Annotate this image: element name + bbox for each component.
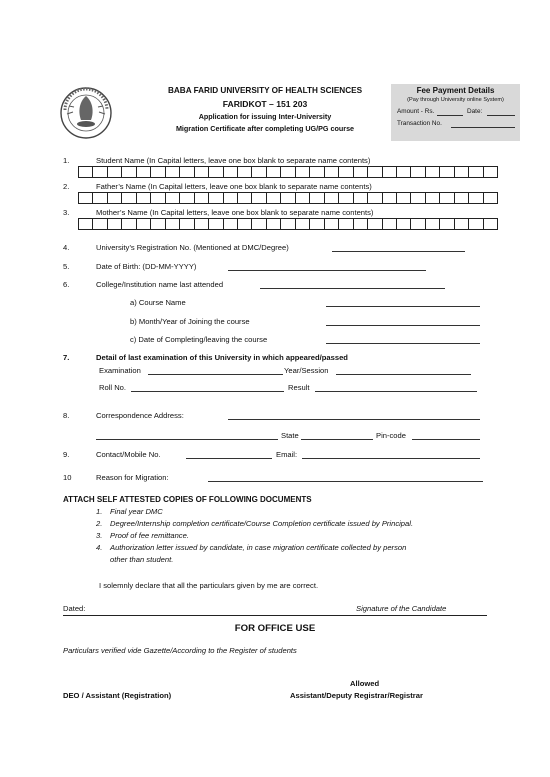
field-9-label: Contact/Mobile No.	[96, 450, 161, 459]
office-use-heading: FOR OFFICE USE	[234, 623, 316, 634]
character-box[interactable]	[338, 166, 352, 178]
character-box[interactable]	[266, 218, 280, 230]
character-box[interactable]	[309, 192, 323, 204]
character-box[interactable]	[396, 192, 410, 204]
field-4-number: 4.	[63, 243, 70, 252]
field-6a-label: a) Course Name	[130, 298, 186, 307]
character-box[interactable]	[266, 192, 280, 204]
field-2-number: 2.	[63, 182, 70, 191]
character-box[interactable]	[92, 192, 106, 204]
field-5-number: 5.	[63, 262, 70, 271]
character-box[interactable]	[107, 192, 121, 204]
field-6-label: College/Institution name last attended	[96, 280, 224, 289]
document-item-number: 4.	[96, 543, 103, 552]
character-box[interactable]	[468, 166, 482, 178]
field-8-label: Correspondence Address:	[96, 411, 184, 420]
form-subtitle-line2: Migration Certificate after completing UG/PG course	[175, 124, 355, 133]
character-box[interactable]	[439, 192, 453, 204]
character-box[interactable]	[367, 166, 381, 178]
contact-mobile-line[interactable]	[186, 458, 272, 459]
character-box[interactable]	[223, 166, 237, 178]
university-name: BABA FARID UNIVERSITY OF HEALTH SCIENCES	[167, 86, 363, 95]
email-label: Email:	[276, 450, 298, 459]
character-box[interactable]	[266, 166, 280, 178]
character-box[interactable]	[179, 192, 193, 204]
character-box[interactable]	[179, 218, 193, 230]
character-box[interactable]	[194, 218, 208, 230]
character-box[interactable]	[150, 192, 164, 204]
character-box[interactable]	[295, 192, 309, 204]
character-box[interactable]	[324, 192, 338, 204]
field-9-number: 9.	[63, 450, 70, 459]
examination-line[interactable]	[148, 374, 283, 375]
field-4-label: University’s Registration No. (Mentioned at DMC/Degree)	[96, 243, 289, 252]
pincode-line[interactable]	[412, 439, 480, 440]
roll-number-label: Roll No.	[99, 383, 127, 392]
document-item-text: Proof of fee remittance.	[110, 531, 189, 540]
character-box[interactable]	[425, 166, 439, 178]
document-item-text-continued: other than student.	[110, 555, 174, 564]
pincode-label: Pin-code	[376, 431, 406, 440]
character-box[interactable]	[78, 192, 92, 204]
character-box[interactable]	[179, 166, 193, 178]
character-box[interactable]	[165, 192, 179, 204]
address-line-2[interactable]	[96, 439, 278, 440]
character-box[interactable]	[78, 218, 92, 230]
character-box[interactable]	[324, 166, 338, 178]
fee-amount-line[interactable]	[437, 115, 463, 116]
university-city: FARIDKOT – 151 203	[222, 99, 308, 109]
character-box[interactable]	[280, 218, 294, 230]
character-box[interactable]	[454, 192, 468, 204]
field-8-number: 8.	[63, 411, 70, 420]
character-box[interactable]	[121, 166, 135, 178]
joining-month-year-line[interactable]	[326, 325, 480, 326]
character-box[interactable]	[165, 218, 179, 230]
character-box[interactable]	[410, 192, 424, 204]
year-session-label: Year/Session	[284, 366, 329, 375]
character-box[interactable]	[223, 192, 237, 204]
character-box[interactable]	[410, 166, 424, 178]
character-box[interactable]	[309, 166, 323, 178]
character-box[interactable]	[410, 218, 424, 230]
character-box[interactable]	[107, 166, 121, 178]
character-box[interactable]	[338, 218, 352, 230]
form-subtitle-line1: Application for issuing Inter-University	[198, 112, 332, 121]
character-box[interactable]	[295, 218, 309, 230]
character-box[interactable]	[136, 192, 150, 204]
character-box[interactable]	[425, 218, 439, 230]
fee-transaction-line[interactable]	[451, 127, 515, 128]
field-10-number: 10	[63, 473, 72, 482]
fee-payment-box	[391, 84, 520, 141]
verification-note: Particulars verified vide Gazette/According to the Register of students	[63, 646, 297, 655]
character-box[interactable]	[208, 218, 222, 230]
document-item-number: 3.	[96, 531, 103, 540]
field-6-number: 6.	[63, 280, 70, 289]
character-box[interactable]	[194, 166, 208, 178]
signature-label: Signature of the Candidate	[356, 604, 447, 613]
state-line[interactable]	[301, 439, 373, 440]
document-item-text: Degree/Internship completion certificate/Course Completion certificate issued by Principal.	[110, 519, 414, 528]
year-session-line[interactable]	[336, 374, 471, 375]
character-box[interactable]	[309, 218, 323, 230]
character-box[interactable]	[353, 218, 367, 230]
signature-divider	[63, 615, 487, 616]
character-box[interactable]	[251, 192, 265, 204]
character-box[interactable]	[367, 192, 381, 204]
registration-number-line[interactable]	[332, 251, 465, 252]
migration-reason-line[interactable]	[208, 481, 483, 482]
character-box[interactable]	[324, 218, 338, 230]
email-line[interactable]	[302, 458, 480, 459]
fee-transaction-label: Transaction No.	[397, 120, 442, 127]
fee-date-label: Date:	[467, 108, 483, 115]
examination-label: Examination	[99, 366, 141, 375]
document-item-number: 1.	[96, 507, 103, 516]
result-label: Result	[288, 383, 310, 392]
field-2-label: Father’s Name (In Capital letters, leave one box blank to separate name contents)	[96, 182, 372, 191]
character-box[interactable]	[150, 166, 164, 178]
field-1-label: Student Name (In Capital letters, leave one box blank to separate name contents)	[96, 156, 371, 165]
mother-name-boxes[interactable]	[78, 218, 498, 230]
character-box[interactable]	[468, 192, 482, 204]
document-item-text: Authorization letter issued by candidate, in case migration certificate collected by person	[110, 543, 407, 552]
roll-number-line[interactable]	[131, 391, 284, 392]
address-line-1[interactable]	[228, 419, 480, 420]
fee-date-line[interactable]	[487, 115, 515, 116]
field-3-number: 3.	[63, 208, 70, 217]
course-name-line[interactable]	[326, 306, 480, 307]
character-box[interactable]	[237, 218, 251, 230]
character-box[interactable]	[136, 218, 150, 230]
document-item-number: 2.	[96, 519, 103, 528]
declaration-text: I solemnly declare that all the particulars given by me are correct.	[99, 581, 319, 590]
document-item-text: Final year DMC	[110, 507, 163, 516]
character-box[interactable]	[223, 218, 237, 230]
documents-heading: ATTACH SELF ATTESTED COPIES OF FOLLOWING DOCUMENTS	[63, 495, 312, 504]
character-box[interactable]	[338, 192, 352, 204]
completion-date-line[interactable]	[326, 343, 480, 344]
field-3-label: Mother’s Name (In Capital letters, leave one box blank to separate name contents)	[96, 208, 374, 217]
character-box[interactable]	[92, 218, 106, 230]
father-name-boxes[interactable]	[78, 192, 498, 204]
character-box[interactable]	[367, 218, 381, 230]
character-box[interactable]	[121, 218, 135, 230]
fee-amount-label: Amount - Rs.	[397, 108, 435, 115]
character-box[interactable]	[150, 218, 164, 230]
character-box[interactable]	[396, 218, 410, 230]
character-box[interactable]	[396, 166, 410, 178]
character-box[interactable]	[165, 166, 179, 178]
university-seal-logo	[59, 86, 113, 140]
character-box[interactable]	[468, 218, 482, 230]
character-box[interactable]	[194, 192, 208, 204]
character-box[interactable]	[280, 166, 294, 178]
field-5-label: Date of Birth: (DD-MM-YYYY)	[96, 262, 197, 271]
character-box[interactable]	[483, 192, 498, 204]
deo-assistant-label: DEO / Assistant (Registration)	[63, 691, 172, 700]
registrar-label: Assistant/Deputy Registrar/Registrar	[290, 691, 423, 700]
character-box[interactable]	[251, 218, 265, 230]
field-7-label: Detail of last examination of this University in which appeared/passed	[96, 353, 348, 362]
character-box[interactable]	[237, 166, 251, 178]
field-10-label: Reason for Migration:	[96, 473, 169, 482]
character-box[interactable]	[208, 166, 222, 178]
field-1-number: 1.	[63, 156, 70, 165]
field-6b-label: b) Month/Year of Joining the course	[130, 317, 250, 326]
character-box[interactable]	[251, 166, 265, 178]
character-box[interactable]	[439, 218, 453, 230]
state-label: State	[281, 431, 299, 440]
character-box[interactable]	[78, 166, 92, 178]
character-box[interactable]	[121, 192, 135, 204]
result-line[interactable]	[315, 391, 477, 392]
character-box[interactable]	[92, 166, 106, 178]
character-box[interactable]	[454, 166, 468, 178]
character-box[interactable]	[439, 166, 453, 178]
character-box[interactable]	[353, 192, 367, 204]
field-7-number: 7.	[63, 353, 70, 362]
character-box[interactable]	[107, 218, 121, 230]
date-of-birth-line[interactable]	[228, 270, 426, 271]
character-box[interactable]	[382, 166, 396, 178]
dated-label: Dated:	[63, 604, 86, 613]
character-box[interactable]	[237, 192, 251, 204]
character-box[interactable]	[454, 218, 468, 230]
character-box[interactable]	[353, 166, 367, 178]
character-box[interactable]	[208, 192, 222, 204]
character-box[interactable]	[382, 192, 396, 204]
student-name-boxes[interactable]	[78, 166, 498, 178]
character-box[interactable]	[483, 166, 498, 178]
character-box[interactable]	[425, 192, 439, 204]
allowed-label: Allowed	[350, 679, 380, 688]
character-box[interactable]	[382, 218, 396, 230]
character-box[interactable]	[483, 218, 498, 230]
character-box[interactable]	[280, 192, 294, 204]
character-box[interactable]	[136, 166, 150, 178]
character-box[interactable]	[295, 166, 309, 178]
fee-note: (Pay through University online System)	[407, 97, 504, 103]
field-6c-label: c) Date of Completing/leaving the course	[130, 335, 268, 344]
fee-title: Fee Payment Details	[416, 86, 495, 95]
college-name-line[interactable]	[260, 288, 445, 289]
